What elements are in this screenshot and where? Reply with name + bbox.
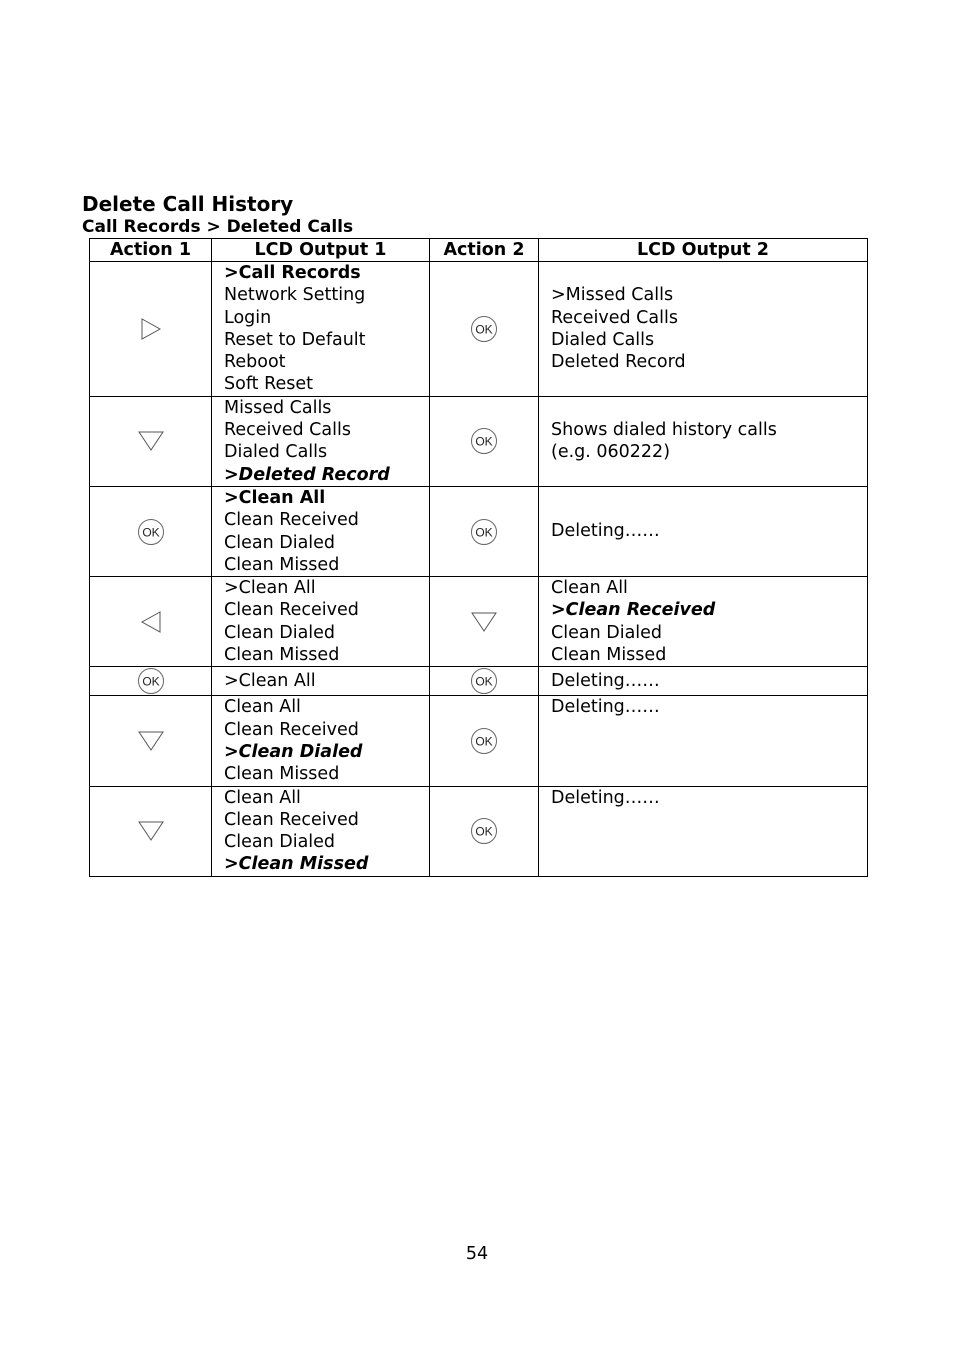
lcd-line: Clean Dialed: [224, 832, 336, 853]
action-1-cell: [90, 486, 212, 576]
lcd-line: >Clean All: [224, 671, 316, 692]
header-lcd-output-1: LCD Output 1: [212, 239, 430, 262]
lcd-line: Clean Missed: [224, 645, 340, 666]
action-1-cell: [90, 786, 212, 876]
lcd-line: >Clean All: [224, 487, 326, 508]
down-arrow-icon: [430, 610, 538, 634]
table-row: [90, 577, 868, 667]
header-lcd-output-2: LCD Output 2: [539, 239, 868, 262]
lcd-output-1-cell: [212, 486, 430, 576]
action-1-cell: [90, 396, 212, 486]
lcd-line: >Clean All: [224, 578, 316, 599]
ok-button-icon: [430, 518, 538, 546]
lcd-line: Received Calls: [551, 307, 678, 328]
down-arrow-icon: [90, 729, 211, 753]
lcd-line: Clean All: [224, 787, 301, 808]
table-row: [90, 486, 868, 576]
page-title: Delete Call History: [82, 192, 294, 216]
lcd-line: >Deleted Record: [224, 464, 390, 485]
lcd-line: (e.g. 060222): [551, 442, 671, 463]
lcd-output-2-cell: [539, 396, 868, 486]
action-2-cell: [430, 396, 539, 486]
action-2-cell: [430, 667, 539, 696]
lcd-line: Deleting……: [551, 671, 660, 692]
lcd-output-1-cell: [212, 262, 430, 397]
table-row: [90, 667, 868, 696]
lcd-output-2-cell: [539, 696, 868, 786]
svg-text:OK: OK: [475, 525, 493, 540]
lcd-line: Clean Missed: [224, 764, 340, 785]
lcd-line: Deleted Record: [551, 352, 686, 373]
action-2-cell: [430, 486, 539, 576]
svg-text:OK: OK: [475, 674, 493, 689]
lcd-line: Clean Received: [224, 510, 359, 531]
table-header-row: [90, 239, 868, 262]
right-arrow-icon: [90, 316, 211, 342]
svg-text:OK: OK: [475, 734, 493, 749]
breadcrumb: Call Records > Deleted Calls: [82, 217, 354, 237]
lcd-line: Clean Received: [224, 719, 359, 740]
page-number: 54: [465, 1244, 489, 1264]
lcd-line: Deleting……: [551, 697, 660, 718]
lcd-line: Dialed Calls: [224, 442, 328, 463]
lcd-line: Clean Received: [224, 809, 359, 830]
ok-button-icon: [90, 518, 211, 546]
svg-text:OK: OK: [141, 674, 160, 689]
lcd-line: Clean Dialed: [224, 622, 336, 643]
lcd-line: Reset to Default: [224, 329, 366, 350]
lcd-line: Login: [224, 307, 272, 328]
lcd-line: >Clean Received: [551, 600, 716, 621]
table-row: [90, 262, 868, 397]
lcd-output-2-cell: [539, 786, 868, 876]
lcd-line: >Call Records: [224, 263, 361, 283]
lcd-line: Clean Dialed: [224, 532, 336, 553]
lcd-line: Clean Missed: [551, 645, 667, 666]
svg-text:OK: OK: [475, 824, 493, 839]
svg-text:OK: OK: [475, 434, 493, 449]
lcd-line: Deleting……: [551, 787, 660, 808]
left-arrow-icon: [90, 609, 211, 635]
lcd-output-1-cell: [212, 577, 430, 667]
action-1-cell: [90, 667, 212, 696]
lcd-line: Missed Calls: [224, 397, 332, 418]
table-row: [90, 786, 868, 876]
lcd-line: >Clean Dialed: [224, 741, 363, 762]
lcd-line: >Missed Calls: [551, 285, 674, 306]
lcd-output-2-cell: [539, 577, 868, 667]
lcd-output-2-cell: [539, 486, 868, 576]
down-arrow-icon: [90, 819, 211, 843]
svg-text:OK: OK: [475, 322, 493, 337]
lcd-line: Network Setting: [224, 285, 366, 306]
action-1-cell: [90, 696, 212, 786]
ok-button-icon: [430, 817, 538, 845]
action-2-cell: [430, 696, 539, 786]
lcd-output-1-cell: [212, 786, 430, 876]
table-row: [90, 396, 868, 486]
action-2-cell: [430, 577, 539, 667]
ok-button-icon: [430, 427, 538, 455]
lcd-line: Soft Reset: [224, 374, 313, 395]
lcd-line: >Clean Missed: [224, 854, 369, 875]
lcd-output-1-cell: [212, 696, 430, 786]
action-2-cell: [430, 262, 539, 397]
lcd-line: Reboot: [224, 352, 286, 373]
action-2-cell: [430, 786, 539, 876]
ok-button-icon: [430, 727, 538, 755]
svg-text:OK: OK: [141, 525, 160, 540]
call-history-table: [89, 238, 868, 877]
lcd-line: Clean Received: [224, 600, 359, 621]
table-row: [90, 696, 868, 786]
down-arrow-icon: [90, 429, 211, 453]
lcd-line: Dialed Calls: [551, 329, 655, 350]
lcd-line: Clean Dialed: [551, 622, 663, 643]
lcd-output-2-cell: [539, 667, 868, 696]
header-action-2: Action 2: [430, 239, 539, 262]
lcd-output-2-cell: [539, 262, 868, 397]
lcd-line: Received Calls: [224, 420, 351, 441]
action-1-cell: [90, 262, 212, 397]
ok-button-icon: [430, 315, 538, 343]
lcd-line: Deleting……: [551, 521, 660, 542]
header-action-1: Action 1: [90, 239, 212, 262]
lcd-output-1-cell: [212, 667, 430, 696]
lcd-output-1-cell: [212, 396, 430, 486]
ok-button-icon: [430, 667, 538, 695]
lcd-line: Clean Missed: [224, 554, 340, 575]
lcd-line: Clean All: [551, 578, 628, 599]
lcd-line: Shows dialed history calls: [551, 420, 777, 441]
lcd-line: Clean All: [224, 697, 301, 718]
ok-button-icon: [90, 667, 211, 695]
action-1-cell: [90, 577, 212, 667]
